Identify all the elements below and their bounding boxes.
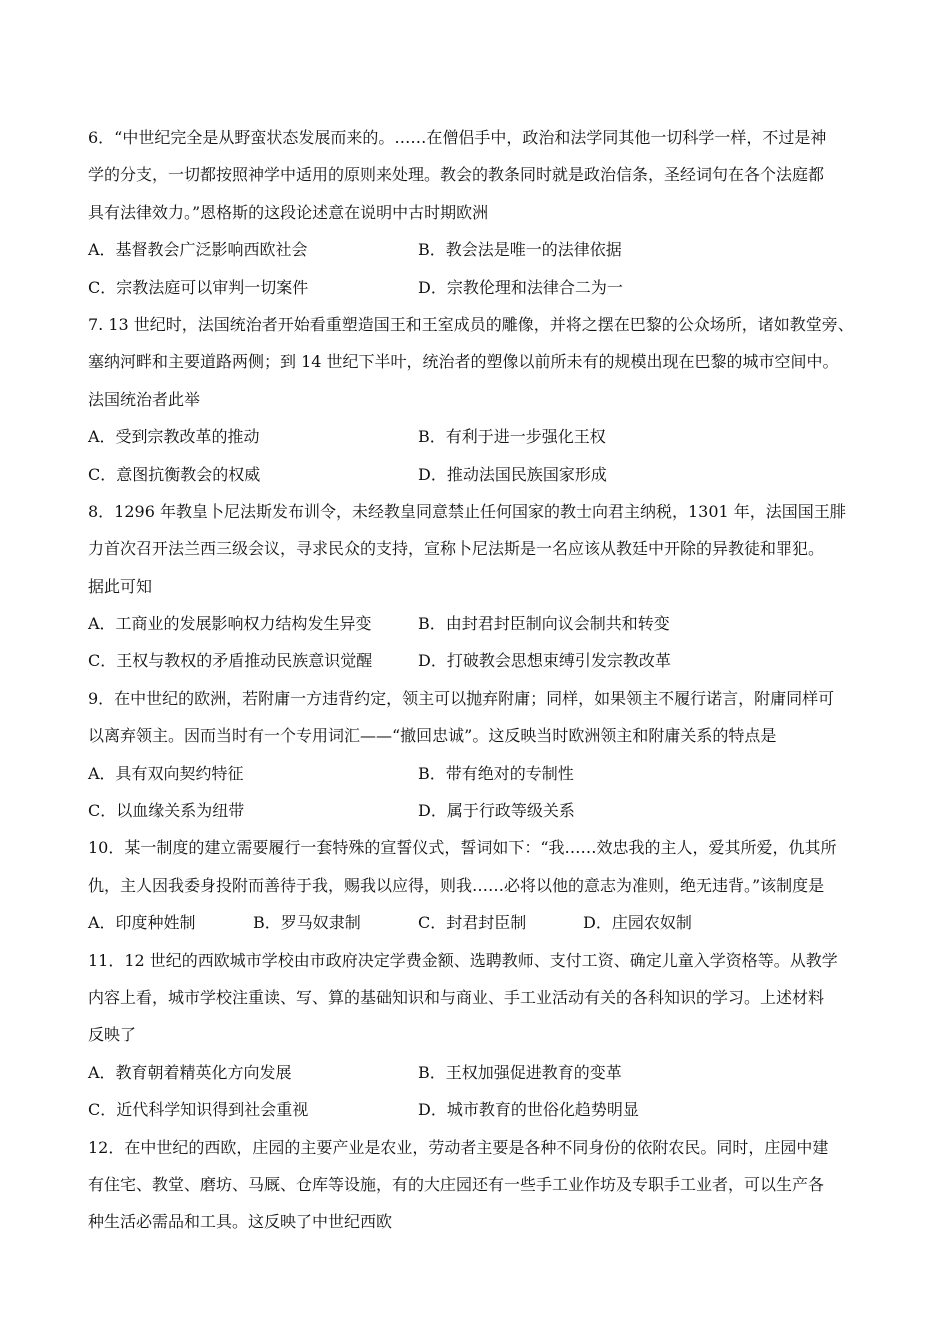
- option-d: D．属于行政等级关系: [418, 801, 575, 821]
- question-text-line: 7. 13 世纪时，法国统治者开始看重塑造国王和王室成员的雕像，并将之摆在巴黎的公众场所，诸如教堂旁、: [88, 314, 854, 334]
- option-d: D．宗教伦理和法律合二为一: [418, 277, 623, 297]
- question-text-line: 9．在中世纪的欧洲，若附庸一方违背约定，领主可以抛弃附庸；同样，如果领主不履行诺言，附庸同样可: [88, 688, 835, 708]
- question-text-line: 11．12 世纪的西欧城市学校由市政府决定学费金额、选聘教师、支付工资、确定儿童入学资格等。从教学: [88, 950, 838, 970]
- question-8: [88, 493, 890, 680]
- option-a: A．印度种姓制: [88, 913, 196, 933]
- options-row: [88, 755, 890, 792]
- option-c: C．意图抗衡教会的权威: [88, 464, 261, 484]
- question-text-line: 据此可知: [88, 576, 153, 596]
- option-b: B．带有绝对的专制性: [418, 763, 574, 783]
- question-text-line: 以离弃领主。因而当时有一个专用词汇——“撤回忠诚”。这反映当时欧洲领主和附庸关系的特点是: [88, 726, 777, 746]
- question-text-line: 塞纳河畔和主要道路两侧；到 14 世纪下半叶，统治者的塑像以前所未有的规模出现在巴黎的城市空间中。: [88, 352, 839, 372]
- option-c: C．以血缘关系为纽带: [88, 801, 245, 821]
- options-row: [88, 456, 890, 493]
- question-text-line: 反映了: [88, 1025, 137, 1045]
- options-row: [88, 418, 890, 455]
- question-text-line: 6．“中世纪完全是从野蛮状态发展而来的。……在僧侣手中，政治和法学同其他一切科学一样，不过是神: [88, 128, 827, 147]
- question-text-line: 8．1296 年教皇卜尼法斯发布训令，未经教皇同意禁止任何国家的教士向君主纳税，1301 年，法国国王腓: [88, 501, 846, 521]
- option-b: B．由封君封臣制向议会制共和转变: [418, 614, 670, 634]
- option-b: B．教会法是唯一的法律依据: [418, 240, 622, 260]
- option-d: D．打破教会思想束缚引发宗教改革: [418, 651, 671, 671]
- options-row: [88, 642, 890, 679]
- question-11: [88, 942, 890, 1129]
- option-a: A．工商业的发展影响权力结构发生异变: [88, 614, 372, 634]
- option-b: B．罗马奴隶制: [253, 913, 361, 933]
- question-text-line: 10．某一制度的建立需要履行一套特殊的宣誓仪式，誓词如下：“我……效忠我的主人，爱其所爱，仇其所: [88, 838, 837, 858]
- option-c: C．宗教法庭可以审判一切案件: [88, 277, 309, 297]
- question-text-line: 有住宅、教堂、磨坊、马厩、仓库等设施，有的大庄园还有一些手工业作坊及专职手工业者，可以生产各: [88, 1174, 825, 1194]
- question-6: [88, 119, 890, 306]
- option-a: A．教育朝着精英化方向发展: [88, 1062, 292, 1082]
- option-a: A．基督教会广泛影响西欧社会: [88, 240, 308, 260]
- question-text-line: 具有法律效力。”恩格斯的这段论述意在说明中古时期欧洲: [88, 202, 489, 222]
- question-text-line: 学的分支，一切都按照神学中适用的原则来处理。教会的教条同时就是政治信条，圣经词句在各个法庭都: [88, 165, 825, 185]
- option-c: C．近代科学知识得到社会重视: [88, 1100, 309, 1120]
- options-row: [88, 904, 890, 941]
- question-10: [88, 829, 890, 941]
- option-b: B．王权加强促进教育的变革: [418, 1062, 622, 1082]
- options-row: [88, 1054, 890, 1091]
- question-7: [88, 306, 890, 493]
- question-12: [88, 1129, 890, 1241]
- question-text-line: 内容上看，城市学校注重读、写、算的基础知识和与商业、手工业活动有关的各科知识的学习。上述材料: [88, 987, 825, 1007]
- option-a: A．具有双向契约特征: [88, 763, 244, 783]
- options-row: [88, 605, 890, 642]
- question-text-line: 仇，主人因我委身投附而善待于我，赐我以应得，则我……必将以他的意志为准则，绝无违背。”该制度是: [88, 875, 825, 895]
- option-a: A．受到宗教改革的推动: [88, 427, 260, 447]
- option-d: D．城市教育的世俗化趋势明显: [418, 1100, 639, 1120]
- option-b: B．有利于进一步强化王权: [418, 427, 606, 447]
- option-d: D．庄园农奴制: [583, 913, 692, 933]
- option-c: C．封君封臣制: [418, 913, 527, 933]
- option-c: C．王权与教权的矛盾推动民族意识觉醒: [88, 651, 373, 671]
- options-row: [88, 792, 890, 829]
- question-text-line: 力首次召开法兰西三级会议，寻求民众的支持，宣称卜尼法斯是一名应该从教廷中开除的异教徒和罪犯。: [88, 539, 825, 559]
- options-row: [88, 269, 890, 306]
- option-d: D．推动法国民族国家形成: [418, 464, 607, 484]
- question-9: [88, 680, 890, 830]
- question-text-line: 12．在中世纪的西欧，庄园的主要产业是农业，劳动者主要是各种不同身份的依附农民。同时，庄园中建: [88, 1137, 829, 1157]
- question-text-line: 种生活必需品和工具。这反映了中世纪西欧: [88, 1212, 393, 1232]
- options-row: [88, 1091, 890, 1128]
- question-text-line: 法国统治者此举: [88, 389, 201, 409]
- options-row: [88, 231, 890, 268]
